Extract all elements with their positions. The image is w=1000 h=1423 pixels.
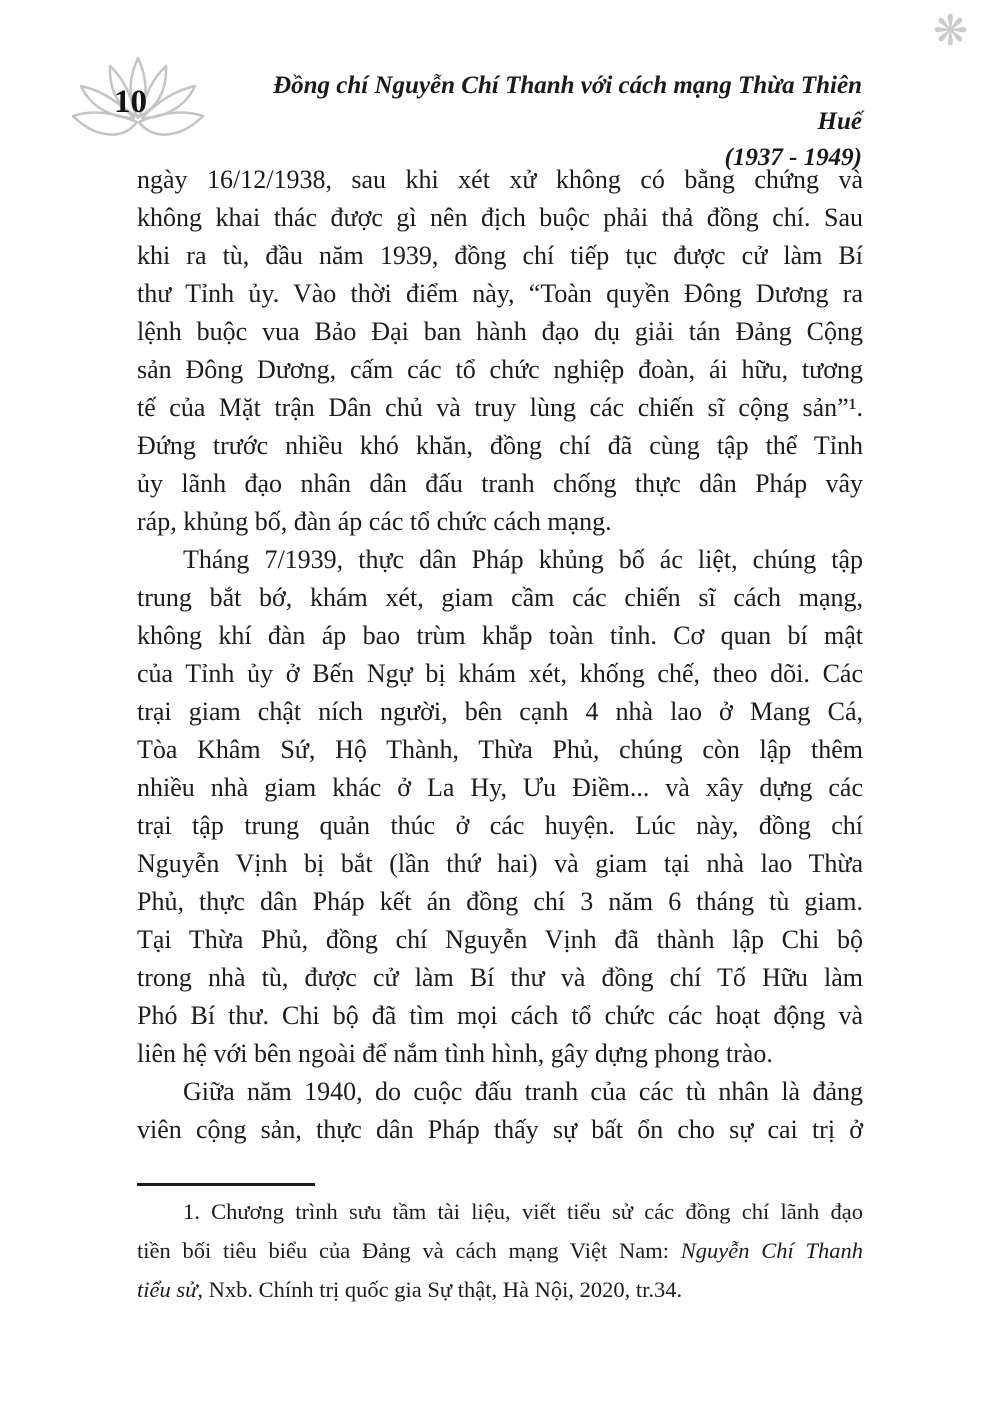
text-line: trung bắt bớ, khám xét, giam cầm các chiến sĩ cách mạng,: [137, 583, 863, 612]
text-line: trại giam chật ních người, bên cạnh 4 nhà lao ở Mang Cá,: [137, 697, 863, 726]
body-text: [137, 161, 863, 1309]
text-line: viên cộng sản, thực dân Pháp thấy sự bất ổn cho sự cai trị ở: [137, 1115, 863, 1144]
text-line: ráp, khủng bố, đàn áp các tổ chức cách mạng.: [137, 507, 612, 536]
header-title: Đồng chí Nguyễn Chí Thanh với cách mạng Thừa Thiên Huế: [273, 72, 862, 135]
text-line: liên hệ với bên ngoài để nắm tình hình, gây dựng phong trào.: [137, 1039, 773, 1068]
text-line: không khí đàn áp bao trùm khắp toàn tỉnh. Cơ quan bí mật: [137, 621, 863, 650]
header-years: (1937 - 1949): [724, 144, 862, 171]
flower-ornament-icon: ❋: [932, 6, 968, 55]
footnote-line: [137, 1231, 863, 1270]
text-line: Phó Bí thư. Chi bộ đã tìm mọi cách tổ chức các hoạt động và: [137, 1001, 863, 1030]
text-line: trong nhà tù, được cử làm Bí thư và đồng chí Tố Hữu làm: [137, 963, 863, 992]
text-line: thư Tỉnh ủy. Vào thời điểm này, “Toàn quyền Đông Dương ra: [137, 279, 863, 308]
footnote-italic-segment: Nguyễn Chí Thanh: [680, 1238, 863, 1263]
footnote-italic-segment: tiểu sử: [137, 1277, 198, 1302]
footnote-rule: [137, 1183, 315, 1186]
paragraph: [137, 161, 863, 541]
text-line: không khai thác được gì nên địch buộc phải thả đồng chí. Sau: [137, 203, 863, 232]
text-line: sản Đông Dương, cấm các tổ chức nghiệp đoàn, ái hữu, tương: [137, 355, 863, 384]
text-line: trại tập trung quản thúc ở các huyện. Lúc này, đồng chí: [137, 811, 863, 840]
text-line: lệnh buộc vua Bảo Đại ban hành đạo dụ giải tán Đảng Cộng: [137, 317, 863, 346]
text-line: Nguyễn Vịnh bị bắt (lần thứ hai) và giam tại nhà lao Thừa: [137, 849, 863, 878]
text-line: Phủ, thực dân Pháp kết án đồng chí 3 năm 6 tháng tù giam.: [137, 887, 863, 916]
running-header: [230, 68, 862, 176]
text-line: Tòa Khâm Sứ, Hộ Thành, Thừa Phủ, chúng còn lập thêm: [137, 735, 863, 764]
text-line: của Tỉnh ủy ở Bến Ngự bị khám xét, khống chế, theo dõi. Các: [137, 659, 863, 688]
footnote: [137, 1192, 863, 1309]
paragraph: [137, 1073, 863, 1149]
page-number: 10: [114, 84, 147, 120]
text-line: nhiều nhà giam khác ở La Hy, Ưu Điềm... và xây dựng các: [137, 773, 863, 802]
footnote-line: [137, 1270, 863, 1309]
footnote-text-segment: , Nxb. Chính trị quốc gia Sự thật, Hà Nội, 2020, tr.34.: [197, 1277, 683, 1302]
text-line: Đứng trước nhiều khó khăn, đồng chí đã cùng tập thể Tỉnh: [137, 431, 863, 460]
text-line: Giữa năm 1940, do cuộc đấu tranh của các tù nhân là đảng: [183, 1077, 863, 1106]
text-line: Tháng 7/1939, thực dân Pháp khủng bố ác liệt, chúng tập: [183, 545, 863, 574]
text-line: ủy lãnh đạo nhân dân đấu tranh chống thực dân Pháp vây: [137, 469, 863, 498]
footnote-line: 1. Chương trình sưu tầm tài liệu, viết tiểu sử các đồng chí lãnh đạo: [183, 1199, 863, 1224]
text-line: Tại Thừa Phủ, đồng chí Nguyễn Vịnh đã thành lập Chi bộ: [137, 925, 863, 954]
footnote-text-segment: tiền bối tiêu biểu của Đảng và cách mạng Việt Nam:: [137, 1238, 681, 1263]
text-line: tế của Mặt trận Dân chủ và truy lùng các chiến sĩ cộng sản”¹.: [137, 393, 863, 422]
text-line: khi ra tù, đầu năm 1939, đồng chí tiếp tục được cử làm Bí: [137, 241, 863, 270]
text-line: ngày 16/12/1938, sau khi xét xử không có bằng chứng và: [137, 165, 863, 194]
paragraph: [137, 541, 863, 1073]
